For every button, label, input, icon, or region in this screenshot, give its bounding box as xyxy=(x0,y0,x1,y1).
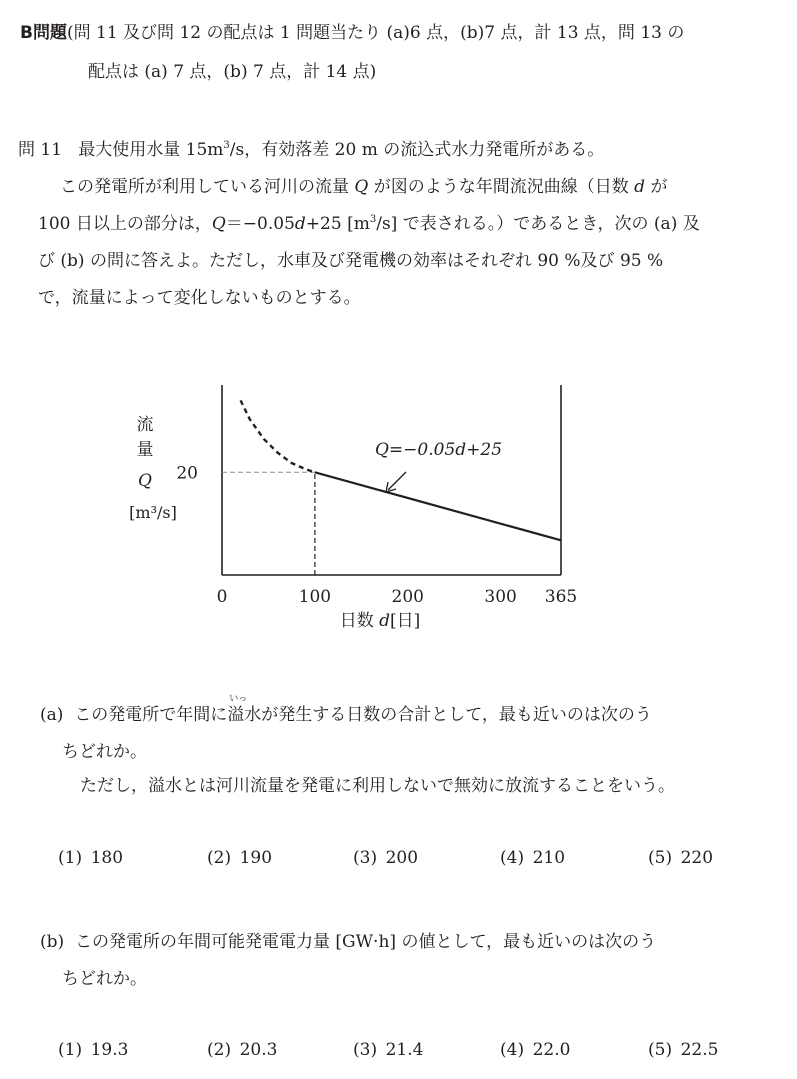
part-a-text-1a: この発電所で年間に xyxy=(74,705,228,725)
part-b-text-1: この発電所の年間可能発電電力量 [GW·h] の値として，最も近いのは次のう xyxy=(74,932,657,952)
chart-series xyxy=(241,400,561,540)
option-number: (5) xyxy=(648,848,673,868)
body-line-2 xyxy=(38,209,700,234)
series-linear-segment xyxy=(315,472,561,540)
body-2b: Q xyxy=(211,214,226,234)
option-value: 22.5 xyxy=(672,1040,719,1060)
option-number: (4) xyxy=(500,1040,525,1060)
chart-ticks xyxy=(176,463,577,607)
body-line-1 xyxy=(60,172,667,197)
option-number: (2) xyxy=(207,1040,232,1060)
option-value: 21.4 xyxy=(377,1040,424,1060)
x-tick-label: 300 xyxy=(484,587,517,607)
body-line-4: で，流量によって変化しないものとする。 xyxy=(38,288,361,308)
part-a-option-3[interactable] xyxy=(353,848,418,868)
kanji-text: 溢 xyxy=(227,705,245,725)
part-b-option-1[interactable] xyxy=(58,1040,128,1060)
option-value: 190 xyxy=(231,848,273,868)
part-a-label: (a) xyxy=(40,705,64,725)
x-tick-label: 365 xyxy=(544,587,578,607)
option-value: 20.3 xyxy=(231,1040,278,1060)
x-axis-label-text: 日数 xyxy=(339,611,374,631)
part-a-option-5[interactable] xyxy=(648,848,713,868)
ruby-text: いっ xyxy=(229,694,248,704)
body-1c: が xyxy=(650,177,668,197)
body-2d: d xyxy=(294,214,306,234)
option-value: 180 xyxy=(82,848,124,868)
body-2f: /s] で表される。）であるとき，次の (a) 及 xyxy=(376,214,700,234)
part-a-option-2[interactable] xyxy=(207,848,272,868)
ruby-kanji xyxy=(227,694,248,725)
section-label: B問題 xyxy=(20,23,67,43)
part-b-label: (b) xyxy=(40,932,65,952)
series-dashed-curve xyxy=(241,400,315,472)
option-value: 22.0 xyxy=(524,1040,571,1060)
body-line-3: び (b) の問に答えよ。ただし，水車及び発電機の効率はそれぞれ 90 %及び 95 % xyxy=(38,251,664,271)
question-number: 問 11 xyxy=(18,140,63,160)
points-line-1: (問 11 及び問 12 の配点は 1 問題当たり (a)6 点，(b)7 点，計 13 点，問 13 の xyxy=(66,23,685,43)
x-axis-var: d xyxy=(373,611,391,631)
chart-axes xyxy=(222,385,561,575)
body-2c: ＝−0.05 xyxy=(225,214,295,234)
part-a-option-4[interactable] xyxy=(500,848,565,868)
x-tick-label: 0 xyxy=(216,587,228,607)
part-b-option-5[interactable] xyxy=(648,1040,718,1060)
body-1b: が図のような年間流況曲線（日数 xyxy=(373,177,629,197)
part-a-text-1b: 水が発生する日数の合計として，最も近いのは次のう xyxy=(244,705,652,725)
option-value: 19.3 xyxy=(82,1040,129,1060)
body-var-q: Q xyxy=(354,177,369,197)
y-axis-label-1: 流 xyxy=(136,415,154,435)
intro-text-a: 最大使用水量 15m xyxy=(78,140,224,160)
option-value: 210 xyxy=(524,848,566,868)
intro-text-b: /s，有効落差 20 m の流込式水力発電所がある。 xyxy=(229,140,605,160)
equation-arrow xyxy=(386,472,406,492)
part-a-line-1 xyxy=(40,694,652,725)
points-header xyxy=(20,18,684,43)
option-number: (1) xyxy=(58,848,83,868)
option-number: (3) xyxy=(353,1040,378,1060)
flow-duration-chart xyxy=(0,360,797,660)
part-b-option-2[interactable] xyxy=(207,1040,277,1060)
x-tick-label: 100 xyxy=(298,587,332,607)
body-2a: 100 日以上の部分は， xyxy=(38,214,212,234)
part-b-line-2: ちどれか。 xyxy=(62,969,147,989)
y-axis-label-2: 量 xyxy=(136,440,154,460)
option-number: (2) xyxy=(207,848,232,868)
chart-reference-lines xyxy=(222,472,315,575)
intro-superscript: 3 xyxy=(223,140,230,151)
option-number: (5) xyxy=(648,1040,673,1060)
body-2-superscript: 3 xyxy=(369,214,377,225)
option-value: 220 xyxy=(672,848,714,868)
option-number: (1) xyxy=(58,1040,83,1060)
option-number: (4) xyxy=(500,848,525,868)
part-a-line-3: ただし，溢水とは河川流量を発電に利用しないで無効に放流することをいう。 xyxy=(80,776,675,796)
part-a-option-1[interactable] xyxy=(58,848,123,868)
y-axis-var: Q xyxy=(138,471,152,491)
part-a-line-2: ちどれか。 xyxy=(62,742,147,762)
part-b-line-1 xyxy=(40,927,656,952)
body-1a: この発電所が利用している河川の流量 xyxy=(60,177,349,197)
points-line-2: 配点は (a) 7 点，(b) 7 点，計 14 点) xyxy=(88,62,377,82)
part-b-option-3[interactable] xyxy=(353,1040,423,1060)
y-tick-label: 20 xyxy=(176,463,198,484)
option-number: (3) xyxy=(353,848,378,868)
body-var-d: d xyxy=(634,177,646,197)
part-b-option-4[interactable] xyxy=(500,1040,570,1060)
equation-label: Q=−0.05d+25 xyxy=(375,440,503,460)
body-2e: +25 [m xyxy=(305,214,370,234)
x-axis-label xyxy=(340,611,421,631)
question-intro xyxy=(18,135,604,160)
y-axis-unit: [m³/s] xyxy=(129,503,177,522)
x-axis-unit: [日] xyxy=(390,611,421,631)
x-tick-label: 200 xyxy=(391,587,424,607)
option-value: 200 xyxy=(377,848,419,868)
